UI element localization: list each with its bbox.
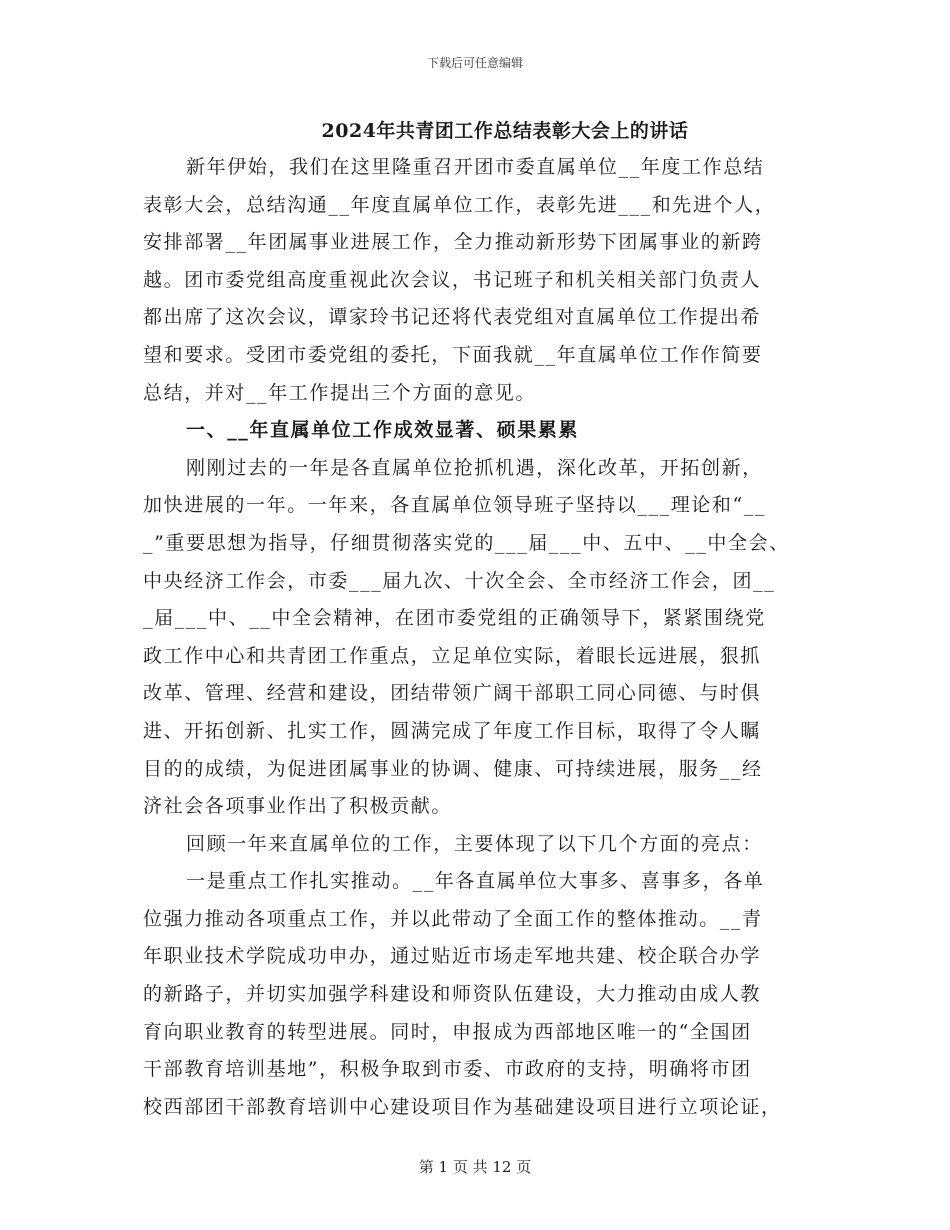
body-line: 年职业技术学院成功申办，通过贴近市场走军地共建、校企联合办学 (143, 945, 762, 968)
body-line: 政工作中心和共青团工作重点，立足单位实际，着眼长远进展，狠抓 (143, 644, 762, 667)
section-heading: 一、__年直属单位工作成效显著、硕果累累 (186, 419, 580, 442)
body-line: 育向职业教育的转型进展。同时，申报成为西部地区唯一的“全国团 (143, 1020, 752, 1043)
body-line: 望和要求。受团市委党组的委托，下面我就__年直属单位工作作简要 (143, 343, 763, 366)
body-line: 位强力推动各项重点工作，并以此带动了全面工作的整体推动。__青 (143, 907, 763, 930)
body-line: 安排部署__年团属事业进展工作，全力推动新形势下团属事业的新跨 (143, 231, 763, 254)
body-line: 都出席了这次会议，谭家玲书记还将代表党组对直属单位工作提出希 (143, 306, 762, 329)
body-line: 中央经济工作会，市委___届九次、十次全会、全市经济工作会，团__ (143, 569, 776, 592)
page-header-note: 下载后可任意编辑 (426, 56, 523, 70)
body-line: _届___中、__中全会精神，在团市委党组的正确领导下，紧紧围绕党 (143, 607, 766, 630)
body-line: 新年伊始，我们在这里隆重召开团市委直属单位__年度工作总结 (186, 156, 765, 178)
document-body (143, 149, 843, 1126)
document-title: 2024年共青团工作总结表彰大会上的讲话 (321, 120, 689, 142)
body-line: 干部教育培训基地”，积极争取到市委、市政府的支持，明确将市团 (143, 1058, 752, 1081)
body-line: 越。团市委党组高度重视此次会议，书记班子和机关相关部门负责人 (143, 268, 762, 291)
body-line: 表彰大会，总结沟通__年度直属单位工作，表彰先进___和先进个人， (143, 193, 776, 216)
body-line: 一是重点工作扎实推动。__年各直属单位大事多、喜事多，各单 (186, 870, 765, 893)
body-line: 目的的成绩，为促进团属事业的协调、健康、可持续进展，服务__经 (143, 757, 763, 780)
body-line: 济社会各项事业作出了积极贡献。 (143, 795, 453, 818)
body-line: 改革、管理、经营和建设，团结带领广阔干部职工同心同德、与时俱 (143, 682, 762, 705)
body-line: 总结，并对__年工作提出三个方面的意见。 (143, 381, 537, 404)
body-line: 加快进展的一年。一年来，各直属单位领导班子坚持以___理论和“__ (143, 494, 767, 517)
page-number-footer: 第 1 页 共 12 页 (418, 1158, 532, 1176)
body-line: 刚刚过去的一年是各直属单位抢抓机遇，深化改革，开拓创新， (186, 456, 763, 479)
body-line: 进、开拓创新、扎实工作，圆满完成了年度工作目标，取得了令人瞩 (143, 719, 762, 742)
body-line: 校西部团干部教育培训中心建设项目作为基础建设项目进行立项论证， (143, 1095, 782, 1118)
body-line: 回顾一年来直属单位的工作，主要体现了以下几个方面的亮点： (186, 832, 763, 855)
body-line: 的新路子，并切实加强学科建设和师资队伍建设，大力推动由成人教 (143, 983, 762, 1006)
body-line: _”重要思想为指导，仔细贯彻落实党的___届___中、五中、__中全会、 (143, 531, 790, 554)
